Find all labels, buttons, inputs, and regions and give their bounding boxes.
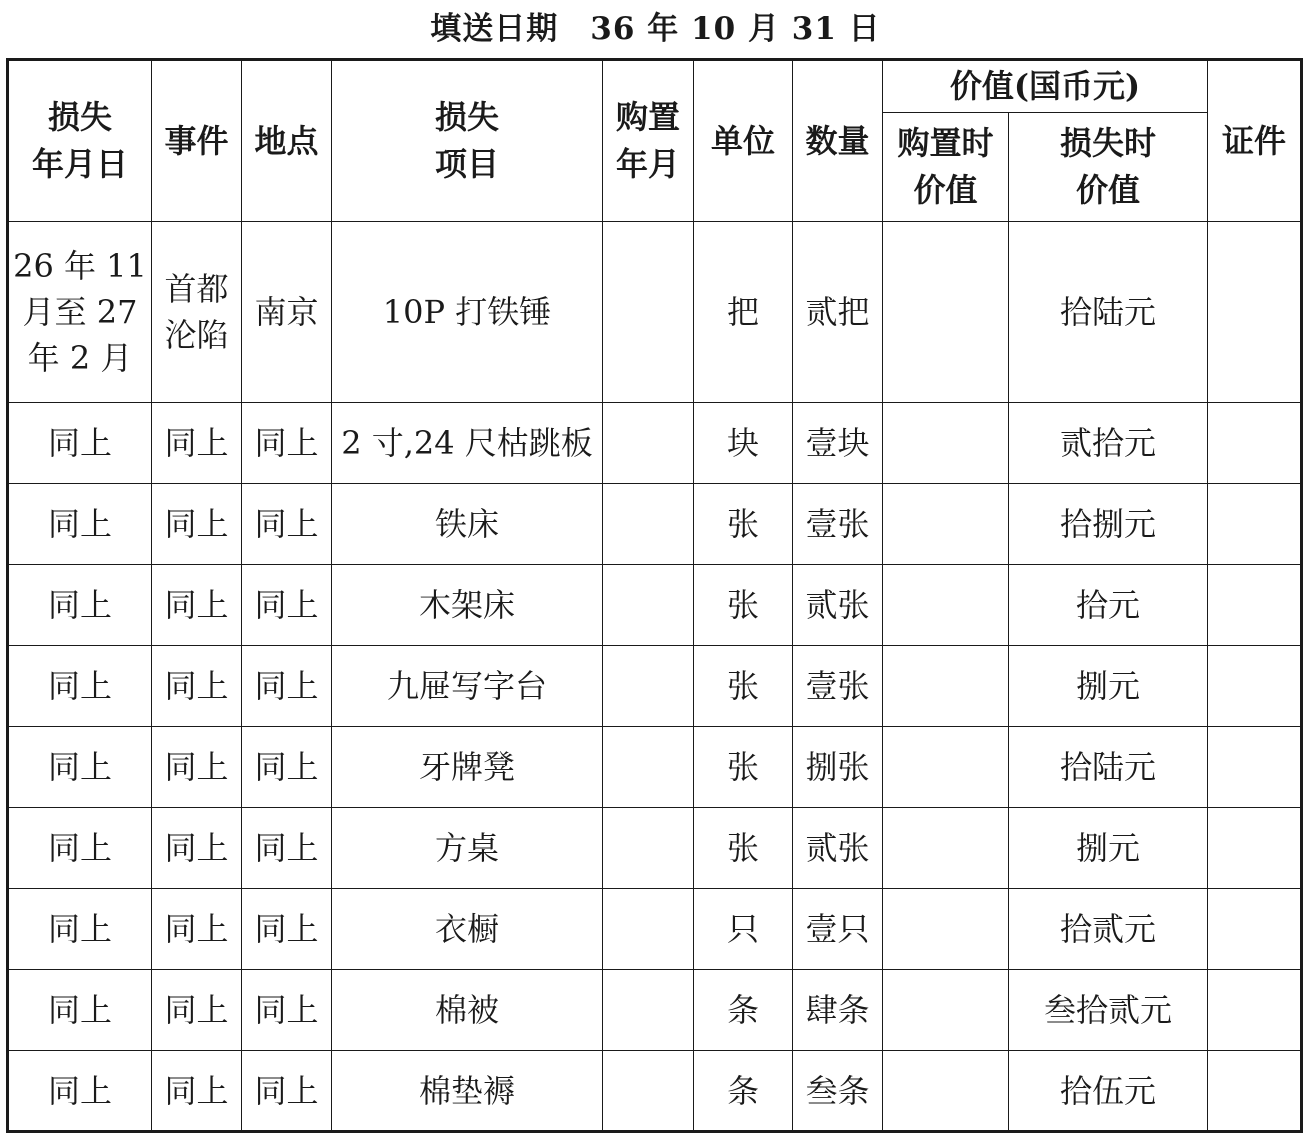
cell-purchase-date	[603, 565, 694, 646]
cell-quantity: 壹只	[793, 889, 883, 970]
cell-purchase-date	[603, 808, 694, 889]
cell-proof	[1208, 222, 1302, 403]
cell-event: 同上	[152, 1051, 242, 1132]
table-row	[8, 889, 1302, 970]
header-loss-date: 损失 年月日	[8, 60, 152, 222]
cell-loss-date: 同上	[8, 646, 152, 727]
header-quantity: 数量	[793, 60, 883, 222]
cell-item: 2 寸,24 尺枯跳板	[332, 403, 603, 484]
table-row	[8, 484, 1302, 565]
header-location: 地点	[242, 60, 332, 222]
cell-loss-date: 同上	[8, 1051, 152, 1132]
cell-unit: 块	[694, 403, 793, 484]
cell-value-at-loss: 拾元	[1009, 565, 1208, 646]
cell-quantity: 贰张	[793, 565, 883, 646]
cell-unit: 只	[694, 889, 793, 970]
cell-unit: 张	[694, 808, 793, 889]
cell-purchase-date	[603, 403, 694, 484]
loss-record-table	[6, 58, 1303, 1133]
cell-item: 铁床	[332, 484, 603, 565]
form-title: 填送日期 36 年 10 月 31 日	[430, 11, 881, 47]
cell-item: 牙牌凳	[332, 727, 603, 808]
cell-quantity: 壹张	[793, 646, 883, 727]
table-header	[8, 60, 1302, 222]
table-row	[8, 403, 1302, 484]
cell-value-at-purchase	[883, 646, 1009, 727]
header-item: 损失 项目	[332, 60, 603, 222]
header-value-at-purchase: 购置时 价值	[883, 113, 1009, 222]
cell-unit: 张	[694, 646, 793, 727]
cell-proof	[1208, 403, 1302, 484]
cell-quantity: 肆条	[793, 970, 883, 1051]
cell-purchase-date	[603, 646, 694, 727]
cell-proof	[1208, 970, 1302, 1051]
cell-value-at-loss: 捌元	[1009, 808, 1208, 889]
cell-value-at-purchase	[883, 403, 1009, 484]
cell-item: 衣橱	[332, 889, 603, 970]
cell-value-at-loss: 拾贰元	[1009, 889, 1208, 970]
cell-value-at-purchase	[883, 222, 1009, 403]
cell-value-at-loss: 贰拾元	[1009, 403, 1208, 484]
cell-location: 同上	[242, 646, 332, 727]
cell-quantity: 壹张	[793, 484, 883, 565]
cell-proof	[1208, 1051, 1302, 1132]
cell-unit: 条	[694, 1051, 793, 1132]
cell-location: 同上	[242, 1051, 332, 1132]
table-body	[8, 222, 1302, 1132]
table-row	[8, 565, 1302, 646]
cell-proof	[1208, 646, 1302, 727]
cell-item: 九屉写字台	[332, 646, 603, 727]
cell-item: 棉被	[332, 970, 603, 1051]
cell-purchase-date	[603, 222, 694, 403]
cell-value-at-loss: 拾捌元	[1009, 484, 1208, 565]
cell-location: 同上	[242, 889, 332, 970]
header-unit: 单位	[694, 60, 793, 222]
table-row	[8, 970, 1302, 1051]
cell-quantity: 贰把	[793, 222, 883, 403]
header-proof: 证件	[1208, 60, 1302, 222]
cell-event: 同上	[152, 646, 242, 727]
cell-purchase-date	[603, 889, 694, 970]
cell-event: 同上	[152, 727, 242, 808]
cell-location: 同上	[242, 484, 332, 565]
header-value-at-loss: 损失时 价值	[1009, 113, 1208, 222]
cell-location: 同上	[242, 808, 332, 889]
cell-item: 10P 打铁锤	[332, 222, 603, 403]
cell-quantity: 壹块	[793, 403, 883, 484]
cell-proof	[1208, 565, 1302, 646]
header-value-group: 价值(国币元)	[883, 60, 1208, 113]
cell-value-at-purchase	[883, 970, 1009, 1051]
cell-unit: 张	[694, 565, 793, 646]
table-row	[8, 808, 1302, 889]
cell-value-at-purchase	[883, 727, 1009, 808]
cell-value-at-loss: 拾陆元	[1009, 222, 1208, 403]
cell-location: 同上	[242, 565, 332, 646]
cell-loss-date: 同上	[8, 970, 152, 1051]
cell-value-at-purchase	[883, 889, 1009, 970]
cell-loss-date: 同上	[8, 565, 152, 646]
cell-value-at-purchase	[883, 808, 1009, 889]
cell-event: 同上	[152, 484, 242, 565]
cell-value-at-loss: 捌元	[1009, 646, 1208, 727]
cell-item: 棉垫褥	[332, 1051, 603, 1132]
cell-item: 方桌	[332, 808, 603, 889]
cell-proof	[1208, 727, 1302, 808]
cell-unit: 张	[694, 727, 793, 808]
cell-location: 同上	[242, 727, 332, 808]
table-row	[8, 222, 1302, 403]
cell-event: 同上	[152, 808, 242, 889]
cell-quantity: 捌张	[793, 727, 883, 808]
cell-quantity: 贰张	[793, 808, 883, 889]
header-row-1	[8, 60, 1302, 113]
cell-value-at-purchase	[883, 1051, 1009, 1132]
cell-purchase-date	[603, 727, 694, 808]
cell-proof	[1208, 889, 1302, 970]
table-row	[8, 727, 1302, 808]
cell-loss-date: 同上	[8, 484, 152, 565]
cell-value-at-purchase	[883, 565, 1009, 646]
header-purchase-date: 购置 年月	[603, 60, 694, 222]
table-row	[8, 1051, 1302, 1132]
cell-event: 同上	[152, 889, 242, 970]
cell-loss-date: 同上	[8, 808, 152, 889]
cell-purchase-date	[603, 484, 694, 565]
cell-event: 同上	[152, 970, 242, 1051]
cell-purchase-date	[603, 1051, 694, 1132]
cell-unit: 条	[694, 970, 793, 1051]
cell-proof	[1208, 484, 1302, 565]
cell-proof	[1208, 808, 1302, 889]
cell-loss-date: 同上	[8, 889, 152, 970]
cell-loss-date: 同上	[8, 727, 152, 808]
cell-value-at-loss: 拾陆元	[1009, 727, 1208, 808]
cell-item: 木架床	[332, 565, 603, 646]
cell-value-at-purchase	[883, 484, 1009, 565]
cell-event: 同上	[152, 403, 242, 484]
cell-location: 同上	[242, 970, 332, 1051]
cell-purchase-date	[603, 970, 694, 1051]
cell-loss-date: 26 年 11 月至 27 年 2 月	[8, 222, 152, 403]
table-row	[8, 646, 1302, 727]
cell-location: 同上	[242, 403, 332, 484]
cell-event: 同上	[152, 565, 242, 646]
cell-loss-date: 同上	[8, 403, 152, 484]
cell-location: 南京	[242, 222, 332, 403]
cell-value-at-loss: 拾伍元	[1009, 1051, 1208, 1132]
cell-unit: 把	[694, 222, 793, 403]
cell-quantity: 叁条	[793, 1051, 883, 1132]
header-event: 事件	[152, 60, 242, 222]
cell-event: 首都 沦陷	[152, 222, 242, 403]
cell-value-at-loss: 叁拾贰元	[1009, 970, 1208, 1051]
cell-unit: 张	[694, 484, 793, 565]
